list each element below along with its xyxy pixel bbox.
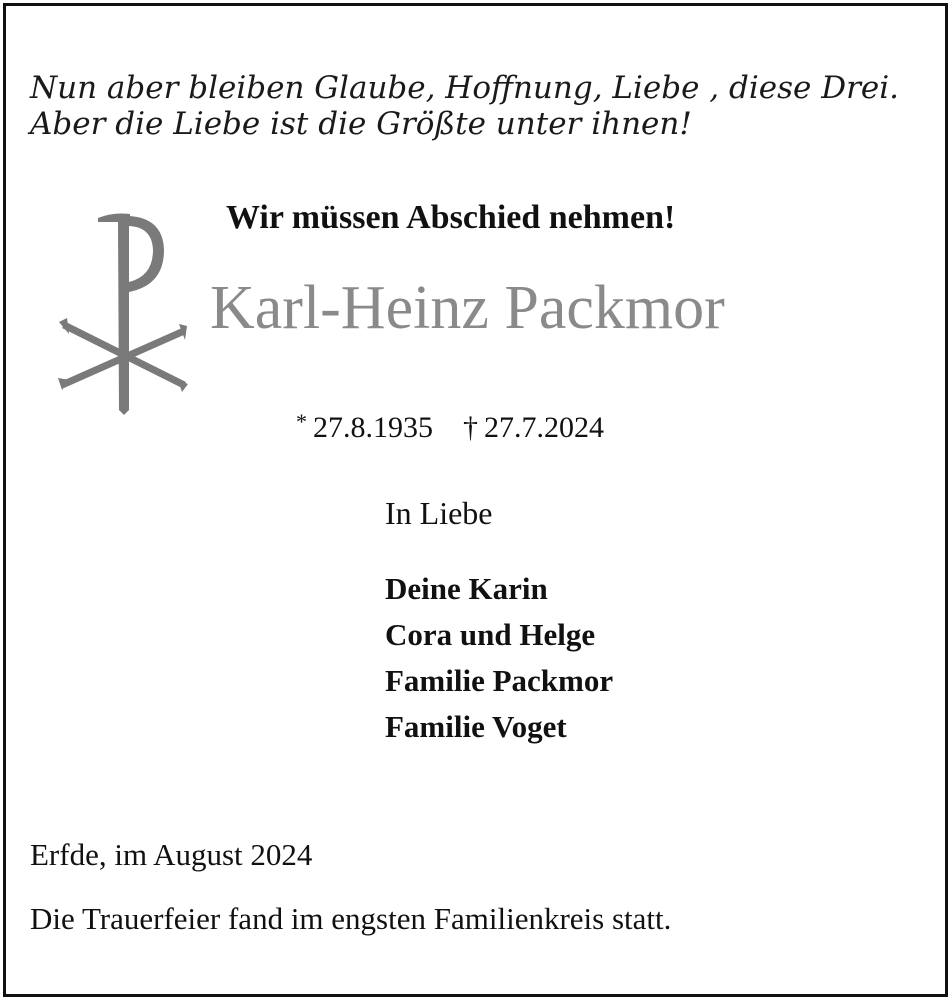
bible-verse [30, 70, 899, 142]
place-date: Erfde, im August 2024 [30, 837, 313, 872]
in-love-text: In Liebe [385, 495, 493, 531]
mourner-item: Deine Karin [385, 571, 548, 606]
birth-mark: * [296, 409, 307, 434]
chi-rho-icon [58, 210, 188, 415]
mourner-item: Familie Packmor [385, 663, 614, 698]
birth-date: 27.8.1935 [313, 411, 433, 444]
mourners-list [385, 566, 613, 750]
funeral-note: Die Trauerfeier fand im engsten Familienkreis statt. [30, 901, 672, 936]
life-dates [296, 404, 604, 446]
death-mark: † [463, 411, 478, 444]
deceased-name: Karl-Heinz Packmor [210, 274, 725, 342]
death-date: 27.7.2024 [484, 411, 604, 444]
verse-line-2: Aber die Liebe ist die Größte unter ihnen! [30, 106, 692, 142]
mourner-item: Cora und Helge [385, 617, 596, 652]
verse-line-1: Nun aber bleiben Glaube, Hoffnung, Liebe , diese Drei. [30, 70, 900, 106]
farewell-heading: Wir müssen Abschied nehmen! [226, 199, 676, 236]
mourner-item: Familie Voget [385, 709, 567, 744]
